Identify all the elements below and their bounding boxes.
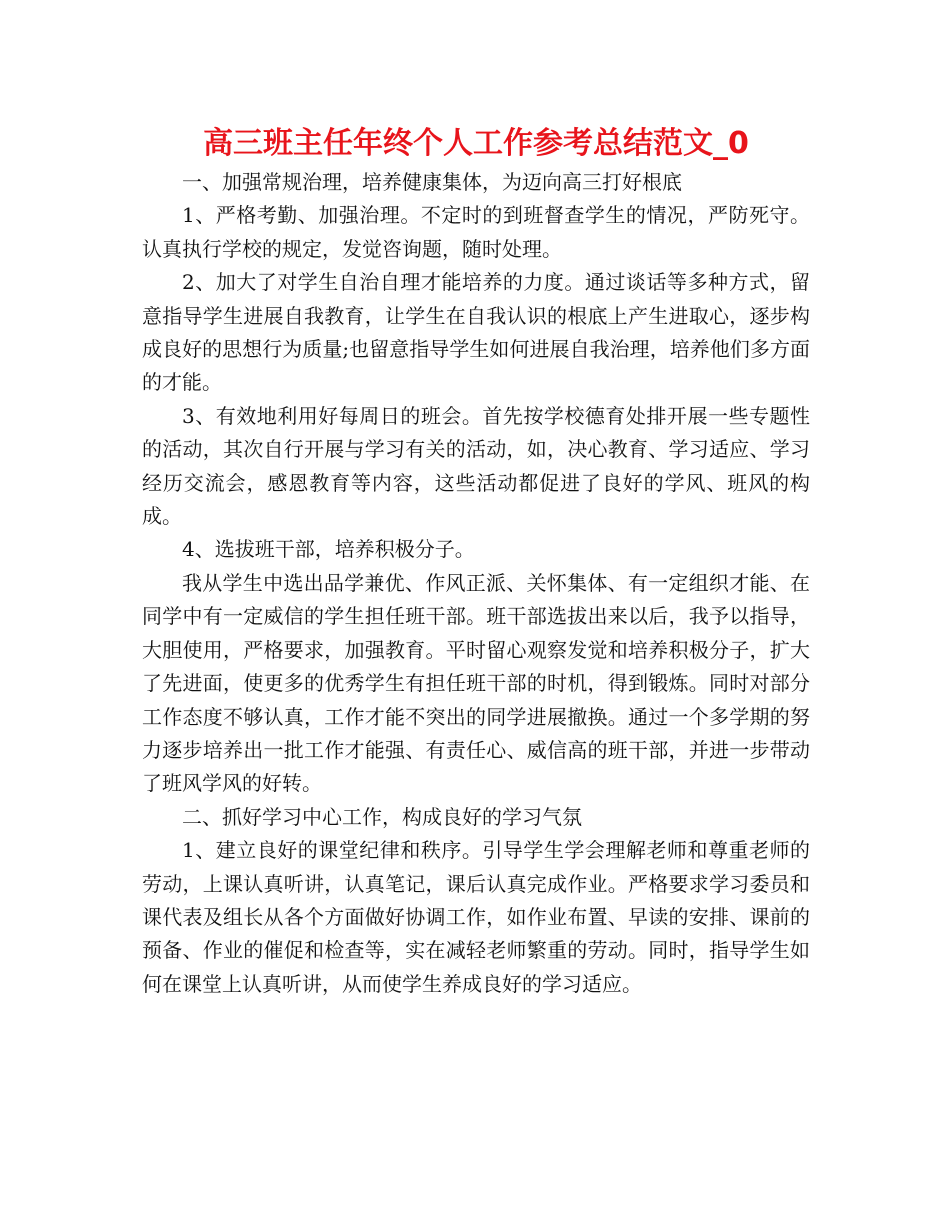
- paragraph: 1、严格考勤、加强治理。不定时的到班督查学生的情况，严防死守。认真执行学校的规定，发觉咨询题，随时处理。: [142, 203, 810, 261]
- paragraph: 1、建立良好的课堂纪律和秩序。引导学生学会理解老师和尊重老师的劳动，上课认真听讲，认真笔记，课后认真完成作业。严格要求学习委员和课代表及组长从各个方面做好协调工作，如作业布置、早读的安排、课前的预备、作业的催促和检查等，实在减轻老师繁重的劳动。同时，指导学生如何在课堂上认真听讲，从而使学生养成良好的学习适应。: [142, 838, 810, 996]
- paragraph: 3、有效地利用好每周日的班会。首先按学校德育处排开展一些专题性的活动，其次自行开展与学习有关的活动，如，决心教育、学习适应、学习经历交流会，感恩教育等内容，这些活动都促进了良好的学风、班风的构成。: [142, 403, 810, 529]
- paragraph: 我从学生中选出品学兼优、作风正派、关怀集体、有一定组织才能、在同学中有一定威信的学生担任班干部。班干部选拔出来以后，我予以指导，大胆使用，严格要求，加强教育。平时留心观察发觉和培养积极分子，扩大了先进面，使更多的优秀学生有担任班干部的时机，得到锻炼。同时对部分工作态度不够认真，工作才能不突出的同学进展撤换。通过一个多学期的努力逐步培养出一批工作才能强、有责任心、威信高的班干部，并进一步带动了班风学风的好转。: [142, 570, 810, 796]
- section-heading-1: 一、加强常规治理，培养健康集体，为迈向高三打好根底: [182, 170, 682, 194]
- section-heading-2: 二、抓好学习中心工作，构成良好的学习气氛: [182, 804, 582, 829]
- paragraph: 2、加大了对学生自治自理才能培养的力度。通过谈话等多种方式，留意指导学生进展自我教育，让学生在自我认识的根底上产生进取心，逐步构成良好的思想行为质量;也留意指导学生如何进展自我治理，培养他们多方面的才能。: [142, 270, 810, 395]
- paragraph: 4、选拔班干部，培养积极分子。: [182, 537, 475, 562]
- document-title: 高三班主任年终个人工作参考总结范文_0: [203, 126, 749, 161]
- document-page: [142, 122, 810, 1001]
